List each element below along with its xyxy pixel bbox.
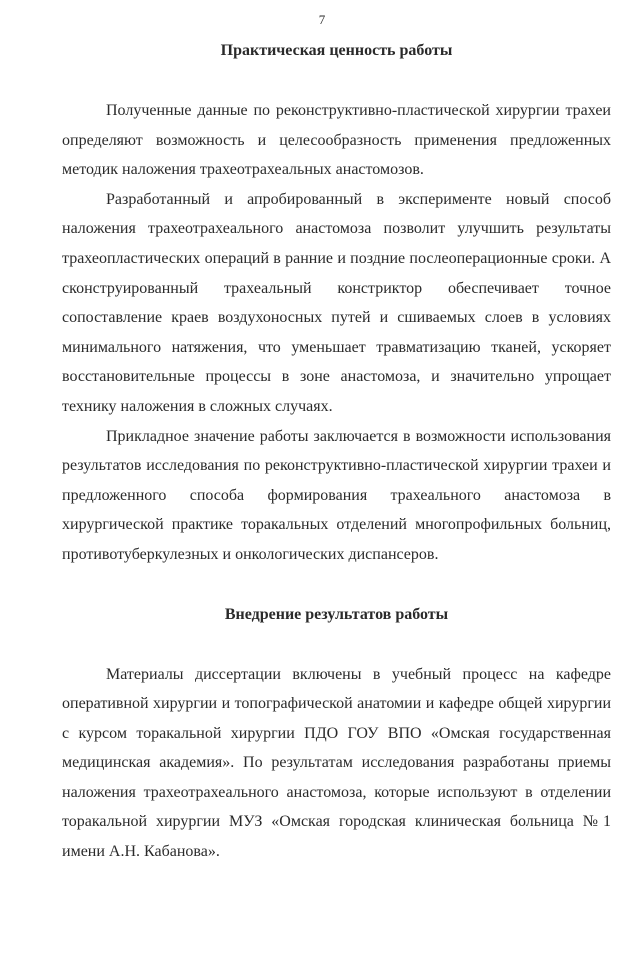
paragraph: Полученные данные по реконструктивно-пластической хирургии трахеи определяют возможность и целесообразность применения предложенных методик наложения трахеотрахеальных анастомозов. [62,102,611,179]
paragraph: Прикладное значение работы заключается в возможности использования результатов исследования по реконструктивно-пластической хирургии трахеи и предложенного способа формирования трахеального анастомоза в хирургической практике торакальных отделений многопрофильных больниц, противотуберкулезных и онкологических диспансеров. [62,427,611,563]
paragraph: Разработанный и апробированный в эксперименте новый способ наложения трахеотрахеального анастомоза позволит улучшить результаты трахеопластических операций в ранние и поздние послеоперационные сроки. А сконструированный трахеальный констриктор обеспечивает точное сопоставление краев воздухоносных путей и сшиваемых слоев в условиях минимального натяжения, что уменьшает травматизацию тканей, ускоряет восстановительные процессы в зоне анастомоза, и значительно упрощает технику наложения в сложных случаях. [62,190,611,415]
section-title-implementation: Внедрение результатов работы [224,605,449,623]
paragraph: Материалы диссертации включены в учебный процесс на кафедре оперативной хирургии и топографической анатомии и кафедре общей хирургии с курсом торакальной хирургии ПДО ГОУ ВПО «Омская государственная медицинская академия». По результатам исследования разработаны приемы наложения трахеотрахеального анастомоза, которые используют в отделении торакальной хирургии МУЗ «Омская городская клиническая больница №1 имени А.Н. Кабанова». [62,665,611,861]
page-number: 7 [318,12,326,27]
page-content [62,38,611,867]
section-title-practical-value: Практическая ценность работы [220,42,453,59]
